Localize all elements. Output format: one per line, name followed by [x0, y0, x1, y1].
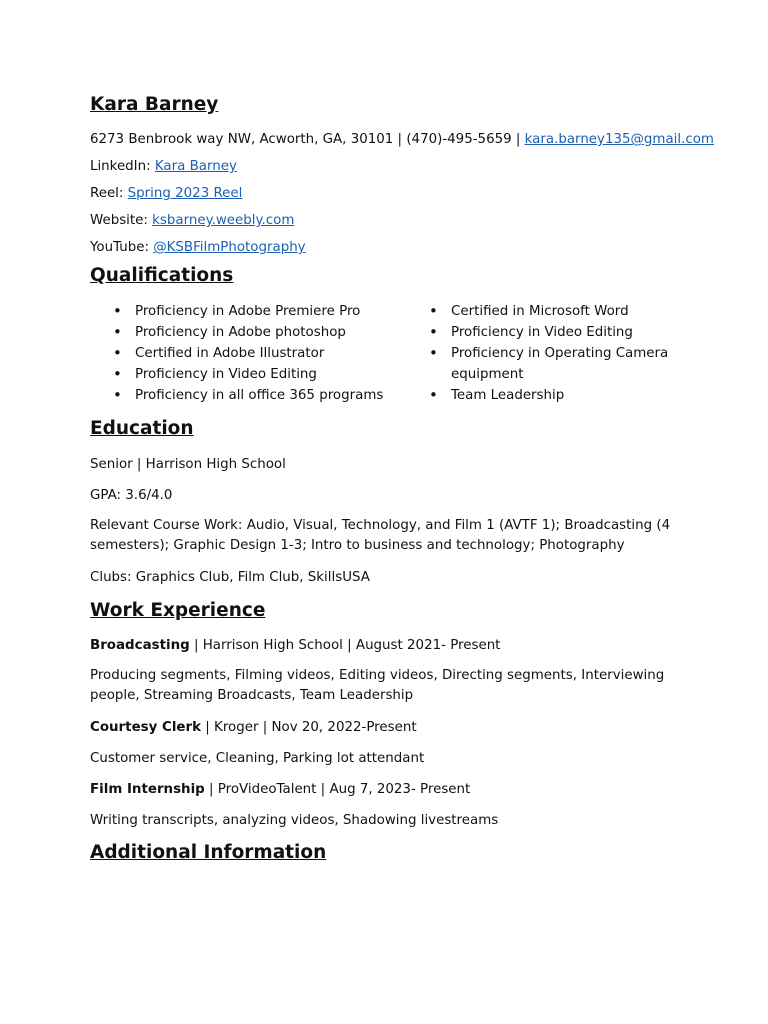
job-title-line [90, 719, 417, 737]
education-coursework: Relevant Course Work: Audio, Visual, Technology, and Film 1 (AVTF 1); Broadcasting (4 semesters); Graphic Design 1-3; Intro to business and technology; Photography [90, 518, 671, 553]
job-description: Customer service, Cleaning, Parking lot attendant [90, 751, 425, 766]
youtube-label: YouTube: [90, 240, 154, 255]
email-link[interactable]: kara.barney135@gmail.com [524, 132, 714, 147]
qualification-item: • Proficiency in Adobe Premiere Pro [90, 301, 390, 322]
qualifications-list-left [90, 301, 390, 406]
job-title: Film Internship [90, 782, 205, 797]
qualification-item: • Certified in Microsoft Word [406, 301, 676, 322]
education-gpa: GPA: 3.6/4.0 [90, 488, 173, 503]
website-line [90, 212, 294, 230]
qualification-item: • Proficiency in all office 365 programs [90, 385, 390, 406]
qualification-item: • Proficiency in Operating Camera equipment [406, 343, 676, 385]
website-link[interactable]: ksbarney.weebly.com [152, 213, 295, 228]
job-title-line [90, 781, 470, 799]
qualification-item: • Proficiency in Video Editing [406, 322, 676, 343]
address-phone: 6273 Benbrook way NW, Acworth, GA, 30101 | (470)-495-5659 | [90, 132, 525, 147]
job-details: | ProVideoTalent | Aug 7, 2023- Present [204, 782, 471, 797]
qualification-item: • Certified in Adobe Illustrator [90, 343, 390, 364]
job-title-line [90, 637, 500, 655]
job-title: Broadcasting [90, 638, 190, 653]
contact-line [90, 131, 714, 149]
qualification-item: • Proficiency in Video Editing [90, 364, 390, 385]
linkedin-line [90, 158, 237, 176]
reel-line [90, 185, 242, 203]
website-label: Website: [90, 213, 153, 228]
education-heading: Education [90, 418, 194, 439]
linkedin-link[interactable]: Kara Barney [154, 159, 237, 174]
job-details: | Harrison High School | August 2021- Present [189, 638, 501, 653]
additional-heading: Additional Information [90, 842, 327, 863]
education-school: Senior | Harrison High School [90, 457, 286, 472]
qualifications-list-right [406, 301, 676, 406]
youtube-line [90, 239, 306, 257]
reel-link[interactable]: Spring 2023 Reel [127, 186, 243, 201]
education-clubs: Clubs: Graphics Club, Film Club, SkillsUSA [90, 570, 370, 585]
qualification-item: • Team Leadership [406, 385, 676, 406]
resume-name: Kara Barney [90, 94, 219, 115]
work-heading: Work Experience [90, 600, 266, 621]
job-title: Courtesy Clerk [90, 720, 202, 735]
qualifications-heading: Qualifications [90, 265, 234, 286]
youtube-link[interactable]: @KSBFilmPhotography [153, 240, 306, 255]
reel-label: Reel: [90, 186, 128, 201]
job-description: Writing transcripts, analyzing videos, Shadowing livestreams [90, 813, 499, 828]
job-details: | Kroger | Nov 20, 2022-Present [201, 720, 417, 735]
job-description: Producing segments, Filming videos, Editing videos, Directing segments, Interviewing people, Streaming Broadcasts, Team Leadership [90, 668, 665, 703]
linkedin-label: LinkedIn: [90, 159, 155, 174]
qualification-item: • Proficiency in Adobe photoshop [90, 322, 390, 343]
